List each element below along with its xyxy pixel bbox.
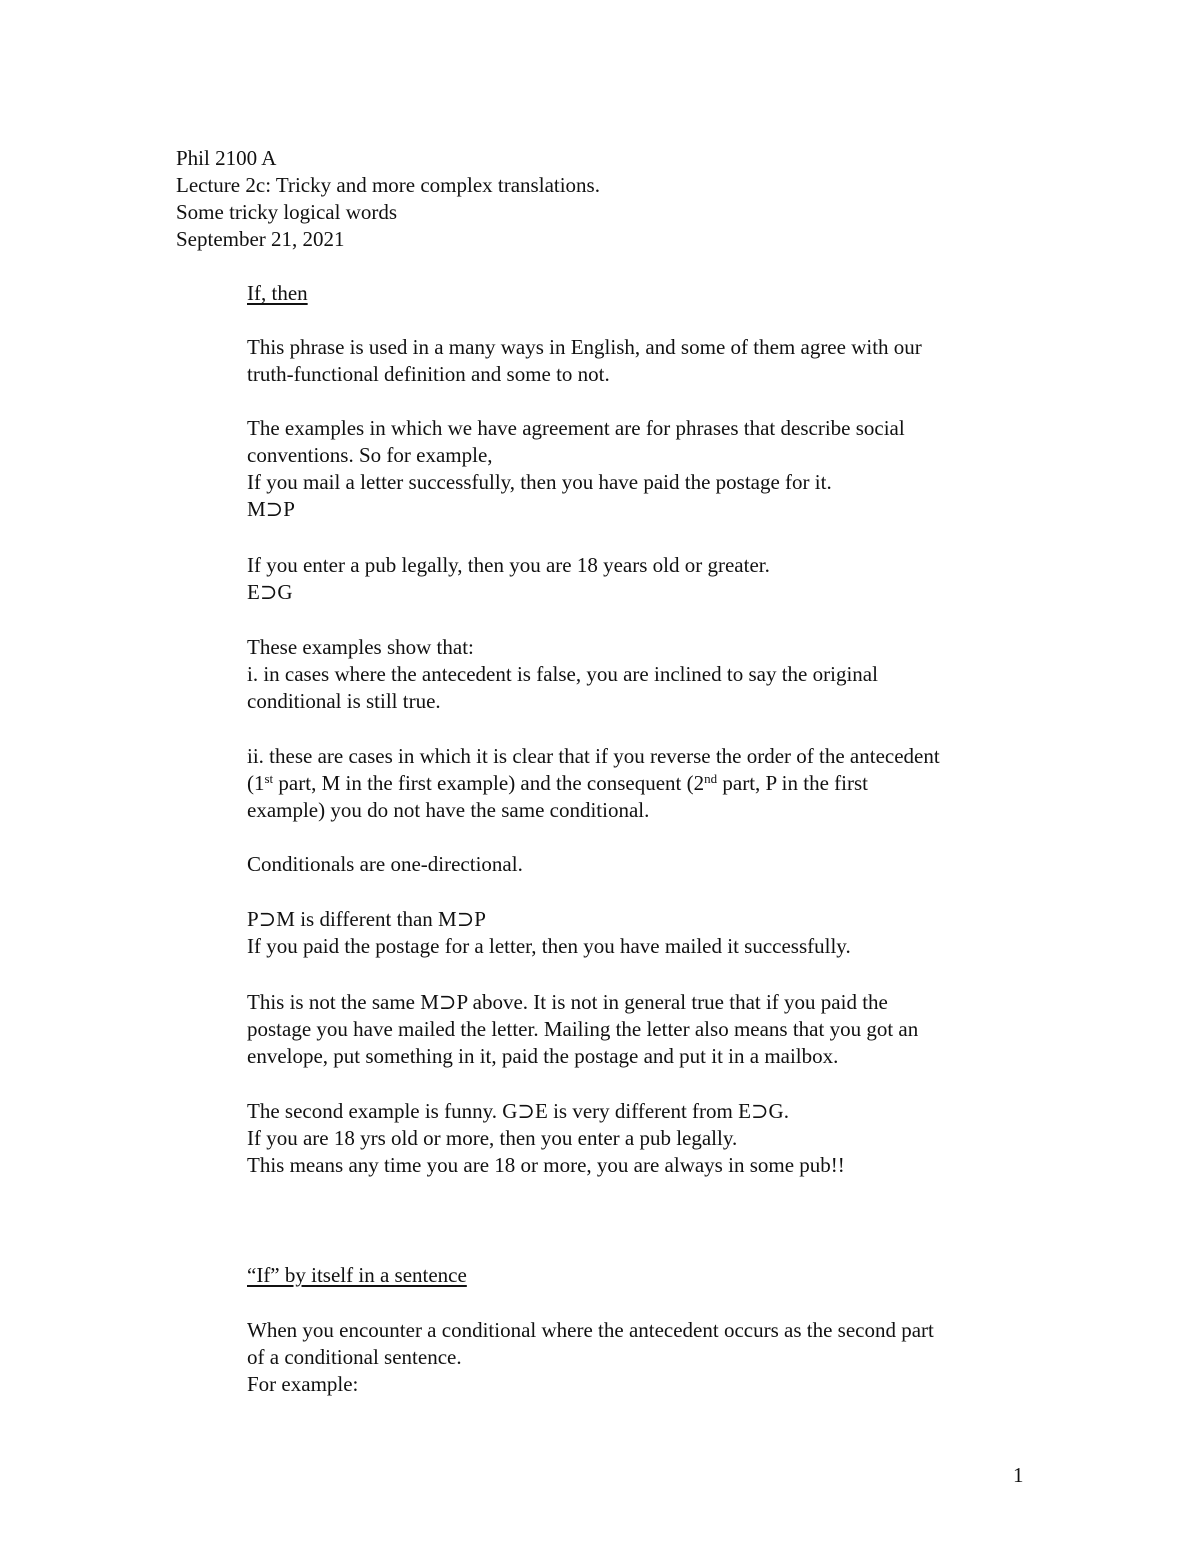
paragraph-line: The second example is funny. G⊃E is very different from E⊃G. xyxy=(247,1099,789,1123)
paragraph-line: i. in cases where the antecedent is false, you are inclined to say the original xyxy=(247,662,878,686)
lecture-title: Lecture 2c: Tricky and more complex translations. xyxy=(176,173,600,197)
formula: M⊃P xyxy=(247,497,295,521)
lecture-date: September 21, 2021 xyxy=(176,227,345,251)
superscript: st xyxy=(264,771,274,786)
paragraph-line: truth-functional definition and some to not. xyxy=(247,362,610,386)
paragraph-line: postage you have mailed the letter. Mailing the letter also means that you got an xyxy=(247,1017,919,1041)
course-code: Phil 2100 A xyxy=(176,146,277,170)
paragraph-line: envelope, put something in it, paid the postage and put it in a mailbox. xyxy=(247,1044,839,1068)
paragraph-line: conditional is still true. xyxy=(247,689,441,713)
formula: E⊃G xyxy=(247,580,293,604)
paragraph-line: For example: xyxy=(247,1372,359,1396)
paragraph-line: example) you do not have the same conditional. xyxy=(247,798,650,822)
paragraph-line: ii. these are cases in which it is clear that if you reverse the order of the antecedent xyxy=(247,744,940,768)
paragraph-line: Conditionals are one-directional. xyxy=(247,852,523,876)
paragraph-line: This is not the same M⊃P above. It is not in general true that if you paid the xyxy=(247,990,888,1014)
example-sentence: If you mail a letter successfully, then you have paid the postage for it. xyxy=(247,470,832,494)
example-sentence: If you paid the postage for a letter, then you have mailed it successfully. xyxy=(247,934,851,958)
section-heading-if-alone: “If” by itself in a sentence xyxy=(247,1263,467,1287)
formula: P⊃M is different than M⊃P xyxy=(247,907,486,931)
paragraph-line xyxy=(247,773,868,794)
section-heading-if-then: If, then xyxy=(247,281,308,305)
lecture-subtitle: Some tricky logical words xyxy=(176,200,398,224)
text-run: part, M in the first example) and the consequent (2 xyxy=(273,771,705,795)
paragraph-line: conventions. So for example, xyxy=(247,443,493,467)
paragraph-line: These examples show that: xyxy=(247,635,474,659)
text-run: (1 xyxy=(247,771,265,795)
paragraph-line: This phrase is used in a many ways in English, and some of them agree with our xyxy=(247,335,922,359)
paragraph-line: of a conditional sentence. xyxy=(247,1345,462,1369)
paragraph-line: If you are 18 yrs old or more, then you enter a pub legally. xyxy=(247,1126,738,1150)
superscript: nd xyxy=(704,771,718,786)
text-run: part, P in the first xyxy=(717,771,868,795)
paragraph-line: The examples in which we have agreement are for phrases that describe social xyxy=(247,416,905,440)
page-number: 1 xyxy=(1013,1463,1024,1487)
example-sentence: If you enter a pub legally, then you are 18 years old or greater. xyxy=(247,553,770,577)
paragraph-line: This means any time you are 18 or more, you are always in some pub!! xyxy=(247,1153,845,1177)
paragraph-line: When you encounter a conditional where the antecedent occurs as the second part xyxy=(247,1318,934,1342)
